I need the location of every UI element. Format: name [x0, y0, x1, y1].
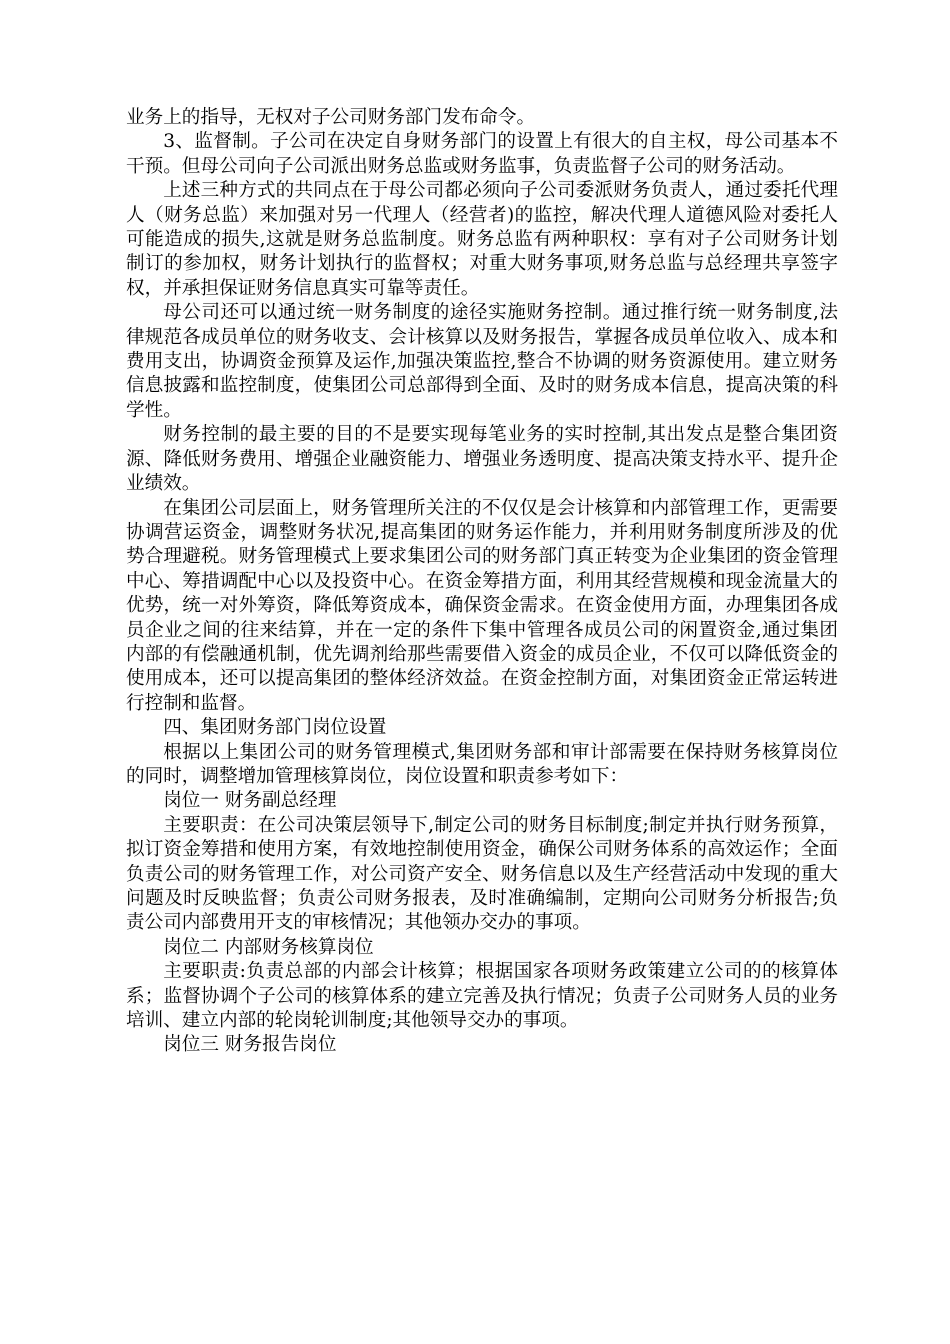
paragraph-common-point: 上述三种方式的共同点在于母公司都必须向子公司委派财务负责人，通过委托代理人（财务总监）来加强对另一代理人（经营者)的监控，解决代理人道德风险对委托人可能造成的损失,这就是财务总监制度。财务总监有两种职权：享有对子公司财务计划制订的参加权，财务计划执行的监督权；对重大财务事项,财务总监与总经理共享签字权，并承担保证财务信息真实可靠等责任。 — [126, 180, 838, 299]
document-body — [126, 106, 838, 1058]
position-heading-3: 岗位三 财务报告岗位 — [163, 1034, 337, 1056]
position-heading-1: 岗位一 财务副总经理 — [163, 790, 337, 812]
position-duties-1: 主要职责：在公司决策层领导下,制定公司的财务目标制度;制定并执行财务预算，拟订资金筹措和使用方案，有效地控制使用资金，确保公司财务体系的高效运作；全面负责公司的财务管理工作，对公司资产安全、财务信息以及生产经营活动中发现的重大问题及时反映监督；负责公司财务报表，及时准确编制，定期向公司财务分析报告;负责公司内部费用开支的审核情况；其他领办交办的事项。 — [126, 814, 838, 934]
position-duties-2: 主要职责:负责总部的内部会计核算；根据国家各项财务政策建立公司的的核算体系；监督协调个子公司的核算体系的建立完善及执行情况；负责子公司财务人员的业务培训、建立内部的轮岗轮训制度;其他领导交办的事项。 — [126, 961, 838, 1032]
paragraph-unified-system: 母公司还可以通过统一财务制度的途径实施财务控制。通过推行统一财务制度,法律规范各成员单位的财务收支、会计核算以及财务报告，掌握各成员单位收入、成本和费用支出，协调资金预算及运作,加强决策监控,整合不协调的财务资源使用。建立财务信息披露和监控制度，使集团公司总部得到全面、及时的财务成本信息，提高决策的科学性。 — [126, 302, 838, 421]
position-heading-2: 岗位二 内部财务核算岗位 — [163, 936, 374, 958]
paragraph-positions-intro: 根据以上集团公司的财务管理模式,集团财务部和审计部需要在保持财务核算岗位的同时，调整增加管理核算岗位，岗位设置和职责参考如下： — [126, 741, 838, 787]
paragraph-continuation: 业务上的指导，无权对子公司财务部门发布命令。 — [126, 107, 536, 128]
paragraph-group-level: 在集团公司层面上，财务管理所关注的不仅仅是会计核算和内部管理工作，更需要协调营运资金，调整财务状况,提高集团的财务运作能力，并利用财务制度所涉及的优势合理避税。财务管理模式上要求集团公司的财务部门真正转变为企业集团的资金管理中心、筹措调配中心以及投资中心。在资金筹措方面，利用其经营规模和现金流量大的优势，统一对外筹资，降低筹资成本，确保资金需求。在资金使用方面，办理集团各成员企业之间的往来结算，并在一定的条件下集中管理各成员公司的闲置资金,通过集团内部的有偿融通机制，优先调剂给那些需要借入资金的成员企业，不仅可以降低资金的使用成本，还可以提高集团的整体经济效益。在资金控制方面，对集团资金正常运转进行控制和监督。 — [126, 497, 838, 714]
paragraph-supervision-system: 3、监督制。子公司在决定自身财务部门的设置上有很大的自主权，母公司基本不干预。但母公司向子公司派出财务总监或财务监事，负责监督子公司的财务活动。 — [126, 131, 838, 177]
paragraph-control-purpose: 财务控制的最主要的目的不是要实现每笔业务的实时控制,其出发点是整合集团资源、降低财务费用、增强企业融资能力、增强业务透明度、提高决策支持水平、提升企业绩效。 — [126, 424, 838, 495]
section-heading-positions: 四、集团财务部门岗位设置 — [163, 717, 387, 739]
